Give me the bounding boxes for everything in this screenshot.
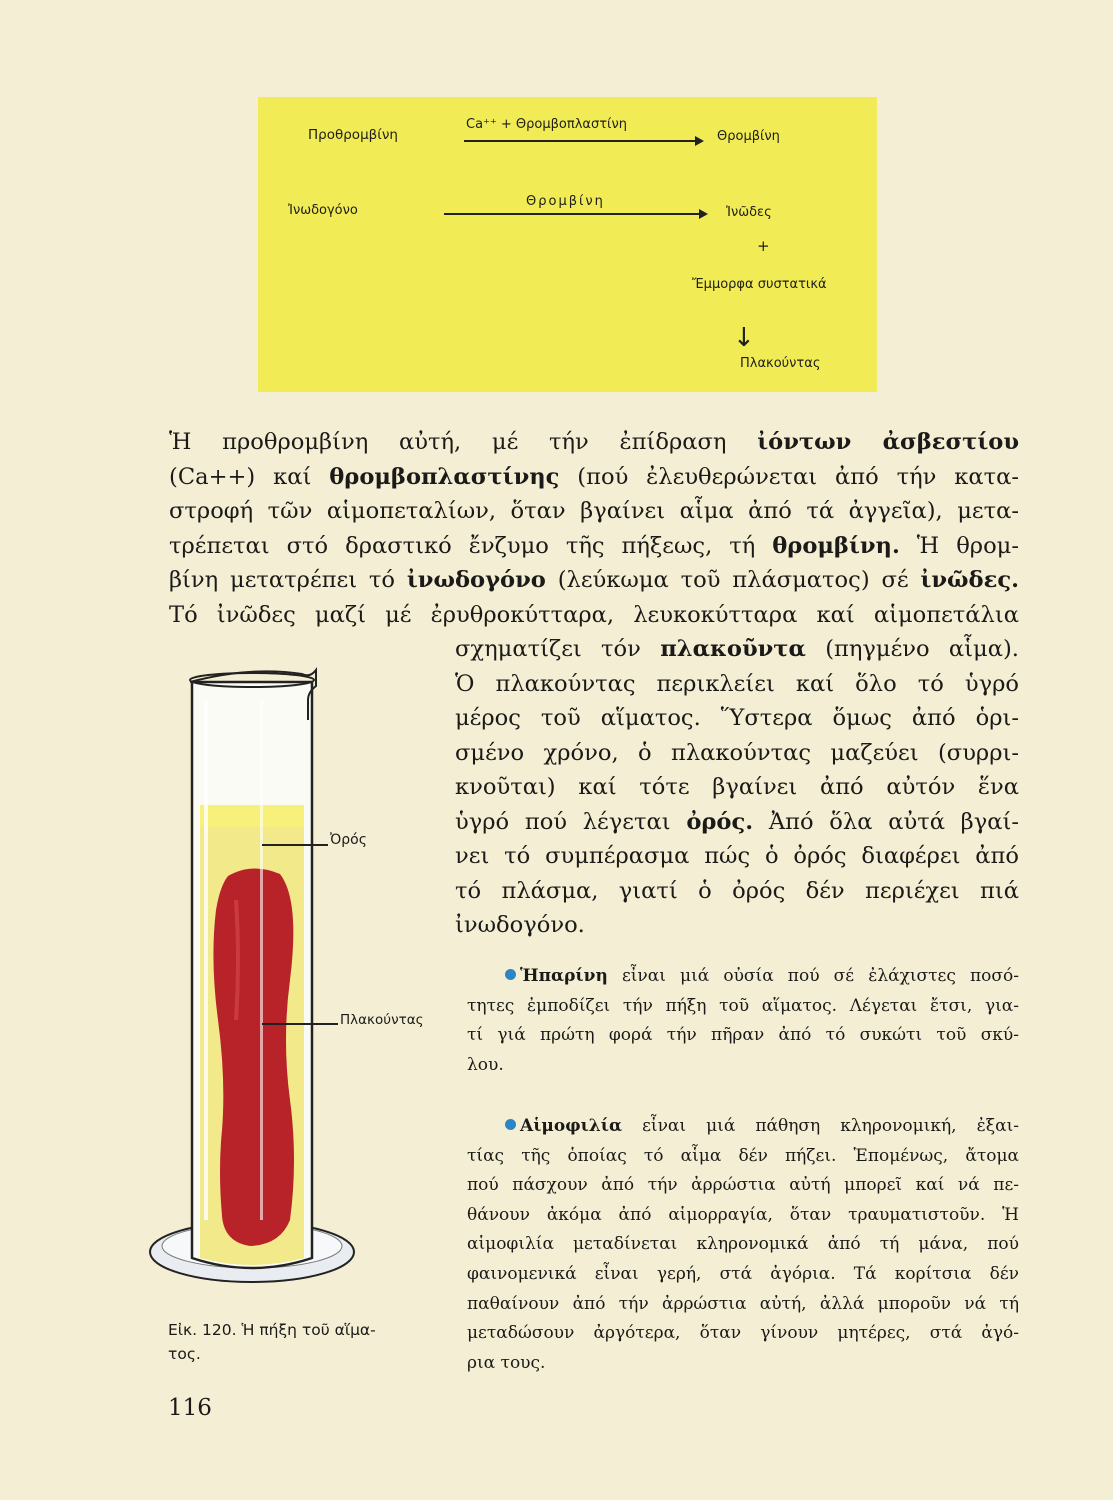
text-line: ἰνωδογόνο.: [455, 912, 585, 938]
text-line: φαινομενικά εἶναι γερή, στά ἀγόρια. Τά κορίτσια δέν: [467, 1263, 1019, 1284]
text-line: λου.: [467, 1054, 504, 1075]
text-line: πού πάσχουν ἀπό τήν ἀρρώστια αὐτή μπορεῖ καί νά πε-: [467, 1175, 1019, 1196]
text-line: Τό ἰνῶδες μαζί μέ ἐρυθροκύτταρα, λευκοκύτταρα καί αἱμοπετάλια: [169, 601, 1019, 628]
text-line: Ἡ προθρομβίνη αὐτή, μέ τήν ἐπίδραση ἰόντων ἀσβεστίου: [169, 429, 1019, 455]
text-line: παθαίνουν ἀπό τήν ἀρρώστια αὐτή, ἀλλά μποροῦν νά τή: [467, 1293, 1019, 1314]
text-line: ὑγρό πού λέγεται ὀρός. Ἀπό ὅλα αὐτά βγαί-: [455, 808, 1019, 835]
bullet-icon: [505, 969, 516, 980]
clot-label: Πλακούντας: [340, 1012, 424, 1028]
thrombin-enzyme-label: Θρομβίνη: [526, 194, 605, 209]
prothrombin-label: Προθρομβίνη: [308, 127, 398, 143]
bullet-icon: [505, 1119, 516, 1130]
heparin-note: [455, 962, 1019, 1080]
blood-clot-cylinder-illustration: [140, 660, 460, 1300]
figure-caption: [168, 1318, 376, 1366]
thrombin-product-label: Θρομβίνη: [717, 129, 780, 144]
text-line: θάνουν ἀκόμα ἀπό αἱμορραγία, ὅταν τραυματιστοῦν. Ἡ: [467, 1204, 1019, 1225]
main-paragraph-continued: [455, 632, 1019, 943]
down-arrow-icon: ↓: [733, 323, 755, 353]
ca-thromboplastin-label: Ca⁺⁺ + Θρομβοπλαστίνη: [466, 117, 627, 132]
text-line: τητες ἐμποδίζει τήν πήξη τοῦ αἵματος. Λέγεται ἔτσι, για-: [467, 995, 1019, 1016]
clot-product-label: Πλακούντας: [740, 356, 821, 371]
main-paragraph: [169, 425, 1019, 632]
text-line: Αἱμοφιλία εἶναι μιά πάθηση κληρονομική, ἐξαι-: [455, 1112, 1019, 1142]
text-line: μεταδώσουν ἀργότερα, ὅταν γίνουν μητέρες, στά ἀγό-: [467, 1323, 1019, 1344]
caption-line: Εἰκ. 120. Ἡ πήξη τοῦ αἵμα-: [168, 1321, 376, 1339]
text-line: Ὁ πλακούντας περικλείει καί ὅλο τό ὑγρό: [455, 670, 1019, 697]
reaction-diagram: [258, 97, 877, 392]
text-line: τί γιά πρώτη φορά τήν πῆραν ἀπό τό συκώτι τοῦ σκύ-: [467, 1025, 1019, 1046]
caption-line: τος.: [168, 1345, 201, 1363]
formed-elements-label: Ἔμμορφα συστατικά: [692, 277, 827, 292]
text-line: σχηματίζει τόν πλακοῦντα (πηγμένο αἷμα).: [455, 636, 1019, 662]
hemophilia-note: [455, 1112, 1019, 1378]
text-line: βίνη μετατρέπει τό ἰνωδογόνο (λεύκωμα τοῦ πλάσματος) σέ ἰνῶδες.: [169, 567, 1019, 593]
text-line: σμένο χρόνο, ὁ πλακούντας μαζεύει (συρρι-: [455, 739, 1019, 766]
text-line: στροφή τῶν αἱμοπεταλίων, ὅταν βγαίνει αἷμα ἀπό τά ἀγγεῖα), μετα-: [169, 498, 1019, 524]
text-line: αἱμοφιλία μεταδίνεται κληρονομικά ἀπό τή μάνα, πού: [467, 1234, 1019, 1255]
arrow-head-1: [695, 136, 704, 146]
serum-leader-line: [262, 844, 328, 846]
fibrinogen-label: Ἰνωδογόνο: [288, 203, 358, 218]
clot-leader-line: [262, 1023, 338, 1025]
text-line: νει τό συμπέρασμα πώς ὁ ὀρός διαφέρει ἀπό: [455, 843, 1019, 869]
text-line: Ἡπαρίνη εἶναι μιά οὐσία πού σέ ἐλάχιστες ποσό-: [455, 962, 1019, 992]
text-line: ρια τους.: [467, 1352, 546, 1373]
arrow-head-2: [699, 209, 708, 219]
fibrin-label: Ἰνῶδες: [726, 205, 772, 220]
reaction-arrow-2: [444, 213, 700, 215]
reaction-arrow-1: [464, 140, 696, 142]
page-number: 116: [168, 1395, 212, 1421]
text-line: τίας τῆς ὁποίας τό αἷμα δέν πήζει. Ἑπομένως, ἄτομα: [467, 1145, 1019, 1166]
text-line: κνοῦται) καί τότε βγαίνει ἀπό αὐτόν ἕνα: [455, 774, 1019, 800]
text-line: τρέπεται στό δραστικό ἔνζυμο τῆς πήξεως, τή θρομβίνη. Ἡ θρομ-: [169, 532, 1019, 559]
text-line: μέρος τοῦ αἵματος. Ὕστερα ὅμως ἀπό ὁρι-: [455, 705, 1019, 731]
text-line: (Ca++) καί θρομβοπλαστίνης (πού ἐλευθερώνεται ἀπό τήν κατα-: [169, 463, 1019, 490]
serum-label: Ὀρός: [330, 832, 367, 848]
plus-sign: +: [757, 237, 770, 255]
text-line: τό πλάσμα, γιατί ὁ ὀρός δέν περιέχει πιά: [455, 877, 1019, 904]
